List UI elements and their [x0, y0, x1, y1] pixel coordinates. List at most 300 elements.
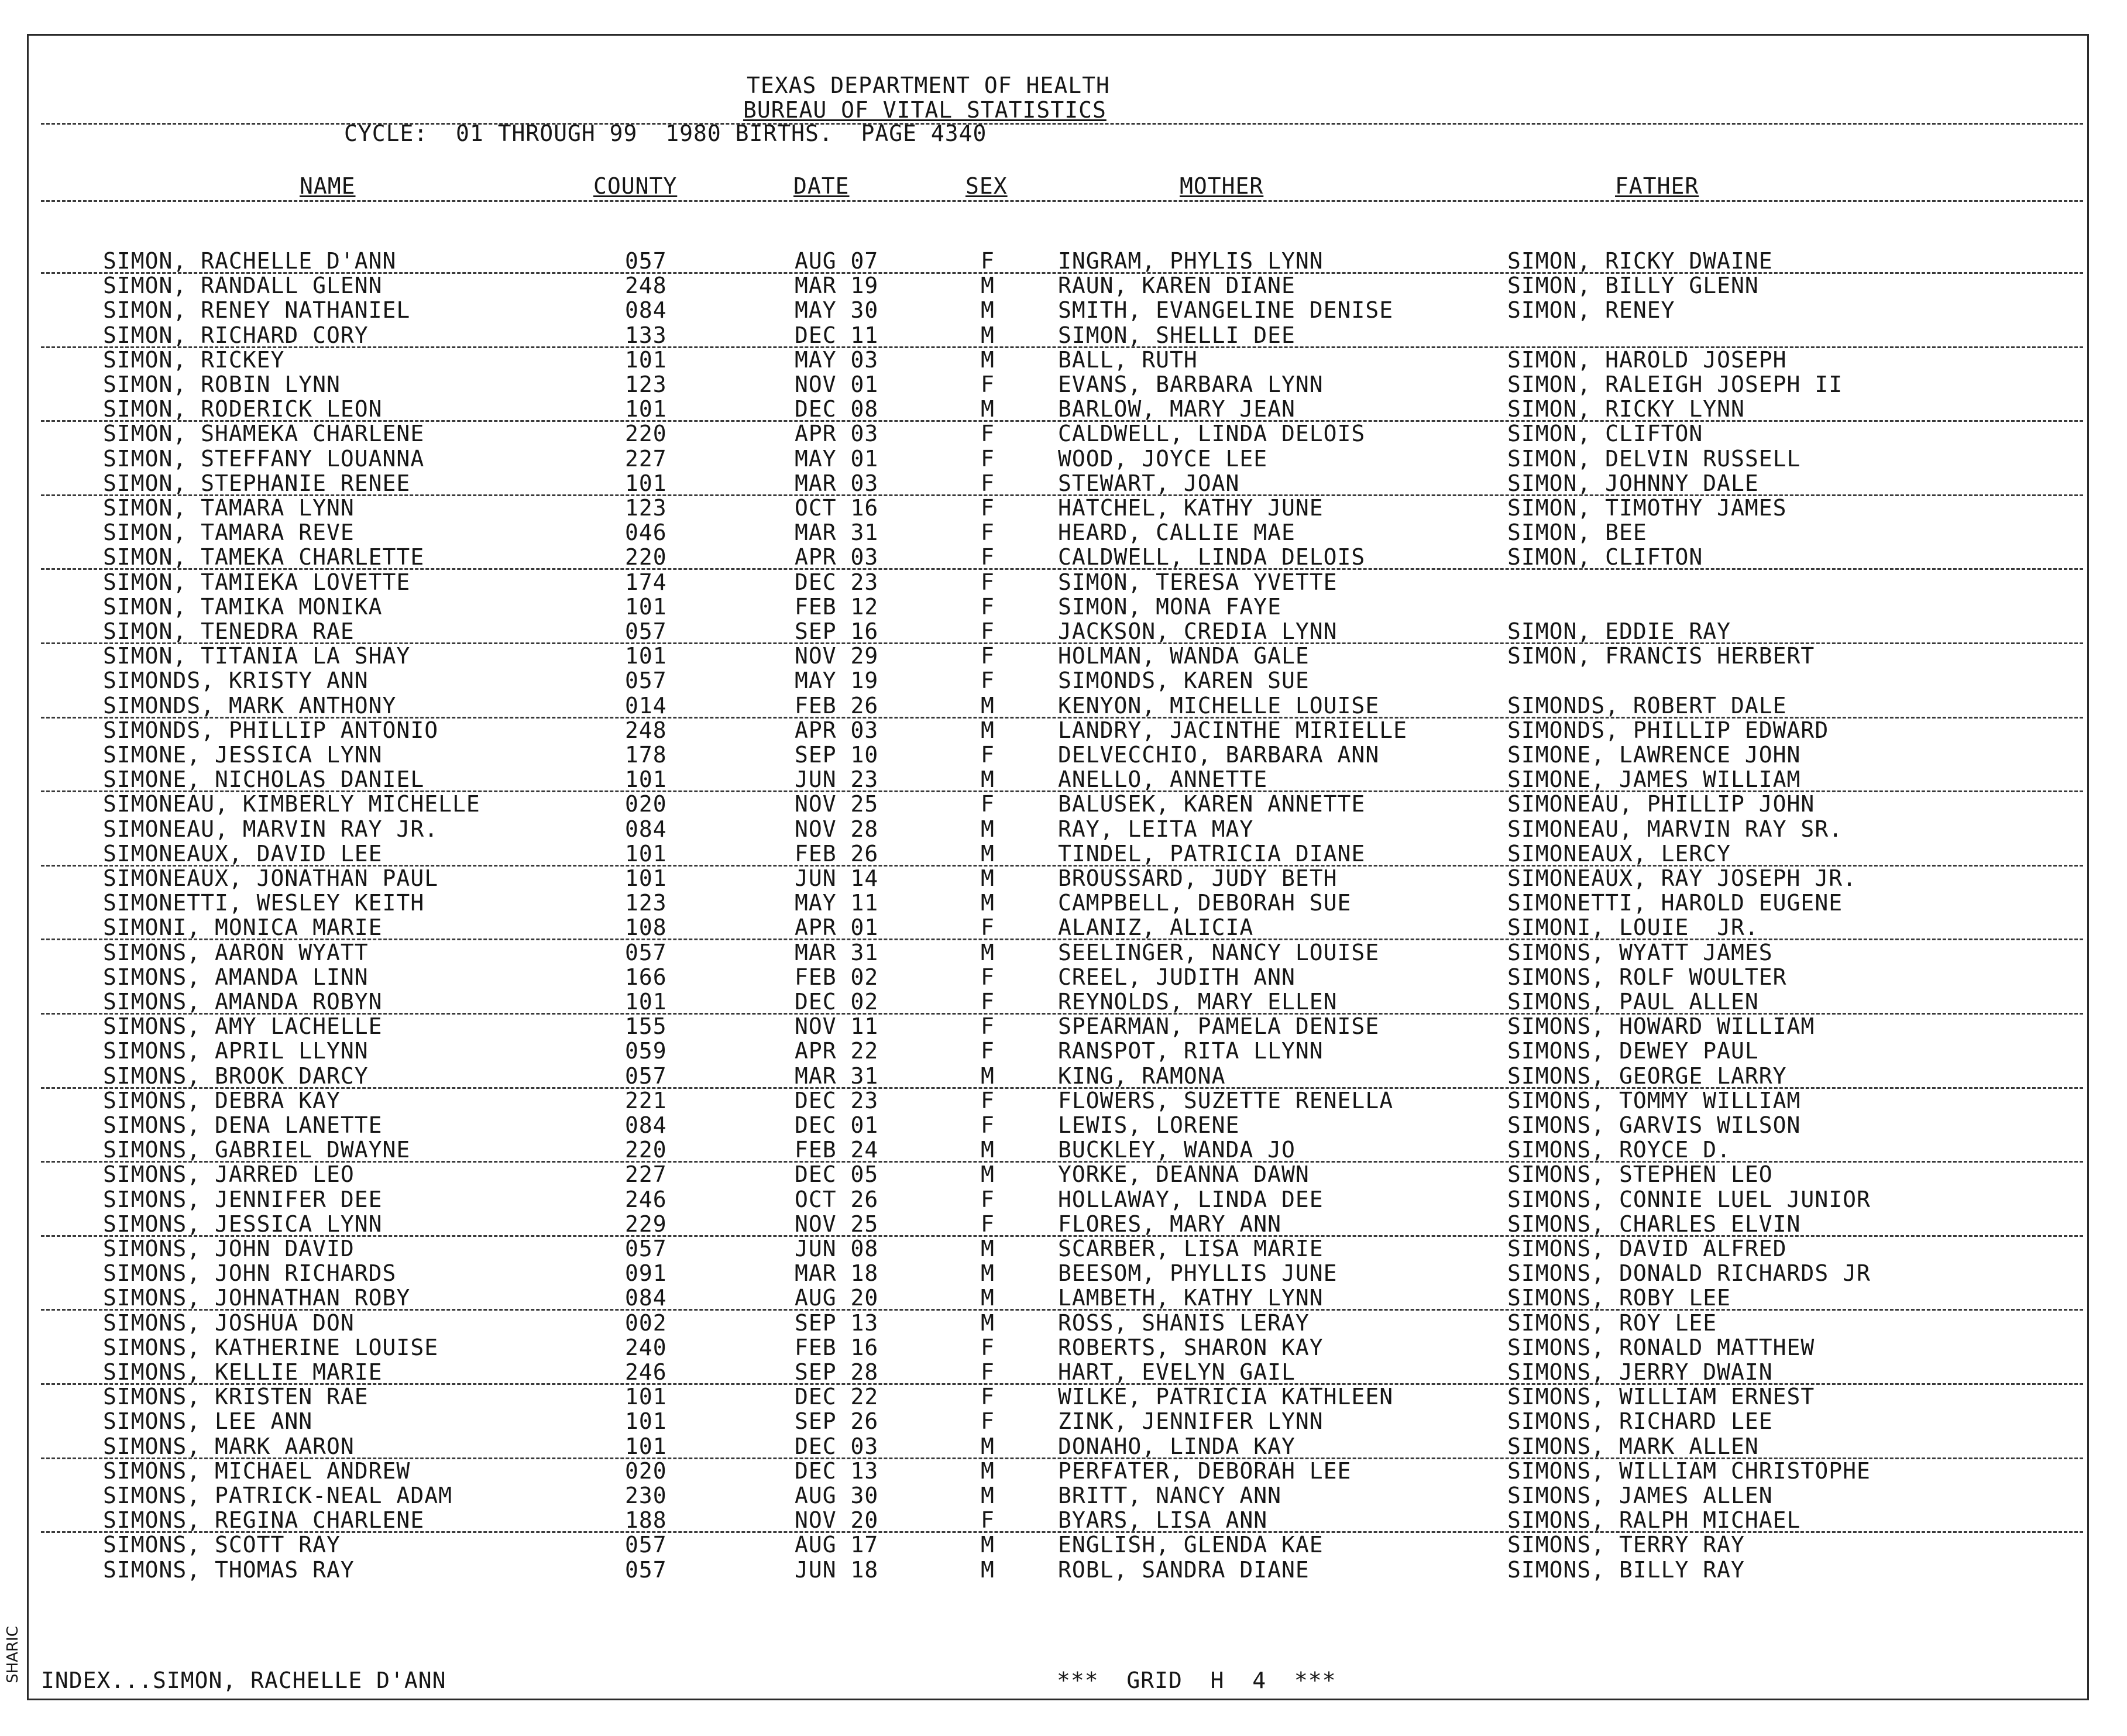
- record-mother: ALANIZ, ALICIA: [1058, 915, 1254, 940]
- record-mother: HOLMAN, WANDA GALE: [1058, 643, 1310, 669]
- record-sex: M: [981, 1434, 995, 1459]
- record-date: MAY 11: [795, 890, 879, 916]
- record-county: 155: [625, 1013, 667, 1039]
- record-date: DEC 23: [795, 1088, 879, 1113]
- record-sex: M: [981, 1483, 995, 1508]
- record-date: MAY 19: [795, 668, 879, 693]
- record-name: SIMONS, DEBRA KAY: [103, 1088, 341, 1113]
- record-date: JUN 23: [795, 766, 879, 792]
- record-date: FEB 02: [795, 964, 879, 990]
- record-date: DEC 13: [795, 1458, 879, 1484]
- record-sex: F: [981, 1335, 995, 1360]
- record-sex: F: [981, 1088, 995, 1113]
- record-county: 108: [625, 915, 667, 940]
- record-date: MAY 01: [795, 446, 879, 472]
- record-name: SIMONS, AMY LACHELLE: [103, 1013, 383, 1039]
- record-father: SIMONE, JAMES WILLIAM: [1507, 766, 1801, 792]
- record-father: SIMON, RENEY: [1507, 297, 1675, 323]
- record-father: SIMON, RICKY LYNN: [1507, 396, 1745, 422]
- record-county: 101: [625, 1384, 667, 1410]
- col-header-father: FATHER: [1615, 173, 1699, 199]
- record-father: SIMONS, PAUL ALLEN: [1507, 989, 1759, 1015]
- col-header-sex: SEX: [965, 173, 1008, 199]
- record-county: 101: [625, 470, 667, 496]
- record-county: 220: [625, 544, 667, 570]
- record-name: SIMON, RODERICK LEON: [103, 396, 383, 422]
- record-sex: F: [981, 1384, 995, 1410]
- record-name: SIMONDS, MARK ANTHONY: [103, 693, 397, 719]
- record-date: SEP 10: [795, 742, 879, 768]
- record-name: SIMONS, PATRICK-NEAL ADAM: [103, 1483, 452, 1508]
- record-county: 057: [625, 1557, 667, 1583]
- record-sex: M: [981, 1532, 995, 1558]
- record-date: SEP 26: [795, 1408, 879, 1434]
- record-county: 084: [625, 1112, 667, 1138]
- record-mother: BALUSEK, KAREN ANNETTE: [1058, 791, 1366, 817]
- record-name: SIMONS, LEE ANN: [103, 1408, 313, 1434]
- record-father: SIMONEAU, MARVIN RAY SR.: [1507, 816, 1843, 842]
- record-father: SIMONS, TERRY RAY: [1507, 1532, 1745, 1558]
- record-sex: F: [981, 791, 995, 817]
- record-father: SIMONS, ROYCE D.: [1507, 1137, 1731, 1163]
- record-name: SIMONS, GABRIEL DWAYNE: [103, 1137, 411, 1163]
- record-father: SIMONS, STEPHEN LEO: [1507, 1161, 1773, 1187]
- record-sex: F: [981, 446, 995, 472]
- record-mother: STEWART, JOAN: [1058, 470, 1240, 496]
- record-county: 057: [625, 1236, 667, 1261]
- record-father: SIMONDS, ROBERT DALE: [1507, 693, 1787, 719]
- record-county: 101: [625, 396, 667, 422]
- record-name: SIMONS, MARK AARON: [103, 1434, 355, 1459]
- record-sex: M: [981, 766, 995, 792]
- record-date: NOV 20: [795, 1507, 879, 1533]
- record-county: 084: [625, 1285, 667, 1311]
- record-name: SIMONS, JOSHUA DON: [103, 1310, 355, 1336]
- record-date: MAR 18: [795, 1260, 879, 1286]
- record-county: 230: [625, 1483, 667, 1508]
- record-date: DEC 08: [795, 396, 879, 422]
- record-father: SIMONS, WILLIAM CHRISTOPHE: [1507, 1458, 1871, 1484]
- record-date: DEC 11: [795, 322, 879, 348]
- record-date: APR 03: [795, 717, 879, 743]
- record-county: 123: [625, 372, 667, 397]
- record-county: 240: [625, 1335, 667, 1360]
- record-mother: JACKSON, CREDIA LYNN: [1058, 618, 1338, 644]
- record-father: SIMONS, CONNIE LUEL JUNIOR: [1507, 1187, 1871, 1212]
- record-date: MAR 31: [795, 520, 879, 545]
- record-name: SIMONS, JOHNATHAN ROBY: [103, 1285, 411, 1311]
- record-mother: FLORES, MARY ANN: [1058, 1211, 1282, 1237]
- record-date: APR 03: [795, 421, 879, 446]
- record-mother: SIMON, TERESA YVETTE: [1058, 569, 1338, 595]
- record-name: SIMON, RANDALL GLENN: [103, 273, 383, 298]
- record-date: MAY 03: [795, 347, 879, 373]
- record-mother: SIMON, SHELLI DEE: [1058, 322, 1296, 348]
- record-county: 246: [625, 1359, 667, 1385]
- record-mother: LANDRY, JACINTHE MIRIELLE: [1058, 717, 1407, 743]
- record-sex: F: [981, 668, 995, 693]
- record-county: 178: [625, 742, 667, 768]
- record-date: JUN 14: [795, 865, 879, 891]
- record-sex: M: [981, 396, 995, 422]
- record-father: SIMONS, JAMES ALLEN: [1507, 1483, 1773, 1508]
- record-county: 101: [625, 347, 667, 373]
- record-name: SIMON, TAMEKA CHARLETTE: [103, 544, 425, 570]
- header-department: TEXAS DEPARTMENT OF HEALTH: [747, 73, 1110, 98]
- record-sex: F: [981, 421, 995, 446]
- record-mother: ROSS, SHANIS LERAY: [1058, 1310, 1310, 1336]
- record-date: JUN 08: [795, 1236, 879, 1261]
- record-sex: F: [981, 372, 995, 397]
- record-sex: F: [981, 1013, 995, 1039]
- record-sex: F: [981, 989, 995, 1015]
- col-header-date: DATE: [793, 173, 850, 199]
- record-father: SIMON, EDDIE RAY: [1507, 618, 1731, 644]
- record-county: 101: [625, 989, 667, 1015]
- record-name: SIMON, TAMIKA MONIKA: [103, 594, 383, 620]
- record-name: SIMON, TAMARA LYNN: [103, 495, 355, 521]
- record-mother: HATCHEL, KATHY JUNE: [1058, 495, 1324, 521]
- record-county: 123: [625, 495, 667, 521]
- record-county: 020: [625, 1458, 667, 1484]
- record-name: SIMON, SHAMEKA CHARLENE: [103, 421, 425, 446]
- record-father: SIMON, JOHNNY DALE: [1507, 470, 1759, 496]
- column-header-rule: [41, 200, 2083, 202]
- record-county: 133: [625, 322, 667, 348]
- record-name: SIMONS, JOHN RICHARDS: [103, 1260, 397, 1286]
- record-sex: F: [981, 643, 995, 669]
- record-name: SIMONS, AMANDA LINN: [103, 964, 369, 990]
- record-date: DEC 01: [795, 1112, 879, 1138]
- record-name: SIMONEAU, KIMBERLY MICHELLE: [103, 791, 480, 817]
- record-county: 059: [625, 1038, 667, 1064]
- record-date: MAY 30: [795, 297, 879, 323]
- record-sex: M: [981, 297, 995, 323]
- record-mother: DELVECCHIO, BARBARA ANN: [1058, 742, 1380, 768]
- record-sex: F: [981, 1038, 995, 1064]
- record-name: SIMON, STEFFANY LOUANNA: [103, 446, 425, 472]
- record-county: 057: [625, 618, 667, 644]
- record-mother: BROUSSARD, JUDY BETH: [1058, 865, 1338, 891]
- record-name: SIMONS, SCOTT RAY: [103, 1532, 341, 1558]
- record-name: SIMONS, REGINA CHARLENE: [103, 1507, 425, 1533]
- record-county: 248: [625, 717, 667, 743]
- record-father: SIMONS, DAVID ALFRED: [1507, 1236, 1787, 1261]
- record-sex: M: [981, 1236, 995, 1261]
- record-date: FEB 26: [795, 693, 879, 719]
- record-father: SIMONS, JERRY DWAIN: [1507, 1359, 1773, 1385]
- record-father: SIMONS, MARK ALLEN: [1507, 1434, 1759, 1459]
- record-father: SIMONS, ROLF WOULTER: [1507, 964, 1787, 990]
- record-sex: M: [981, 940, 995, 965]
- record-name: SIMON, TITANIA LA SHAY: [103, 643, 411, 669]
- record-county: 101: [625, 841, 667, 867]
- record-sex: M: [981, 717, 995, 743]
- record-mother: INGRAM, PHYLIS LYNN: [1058, 248, 1324, 274]
- record-mother: LEWIS, LORENE: [1058, 1112, 1240, 1138]
- record-father: SIMONI, LOUIE JR.: [1507, 915, 1759, 940]
- record-father: SIMONETTI, HAROLD EUGENE: [1507, 890, 1843, 916]
- record-sex: M: [981, 693, 995, 719]
- col-header-mother: MOTHER: [1180, 173, 1264, 199]
- record-county: 227: [625, 1161, 667, 1187]
- record-date: OCT 26: [795, 1187, 879, 1212]
- record-father: SIMONS, DONALD RICHARDS JR: [1507, 1260, 1871, 1286]
- record-date: NOV 25: [795, 1211, 879, 1237]
- record-sex: F: [981, 1112, 995, 1138]
- record-date: SEP 16: [795, 618, 879, 644]
- record-mother: BUCKLEY, WANDA JO: [1058, 1137, 1296, 1163]
- record-name: SIMONEAUX, DAVID LEE: [103, 841, 383, 867]
- record-date: OCT 16: [795, 495, 879, 521]
- record-date: AUG 17: [795, 1532, 879, 1558]
- record-mother: HOLLAWAY, LINDA DEE: [1058, 1187, 1324, 1212]
- record-mother: EVANS, BARBARA LYNN: [1058, 372, 1324, 397]
- record-mother: RAUN, KAREN DIANE: [1058, 273, 1296, 298]
- record-sex: F: [981, 544, 995, 570]
- record-father: SIMON, TIMOTHY JAMES: [1507, 495, 1787, 521]
- record-sex: F: [981, 618, 995, 644]
- record-father: SIMON, CLIFTON: [1507, 421, 1703, 446]
- record-name: SIMONS, APRIL LLYNN: [103, 1038, 369, 1064]
- record-name: SIMON, TENEDRA RAE: [103, 618, 355, 644]
- record-county: 174: [625, 569, 667, 595]
- record-name: SIMONS, KRISTEN RAE: [103, 1384, 369, 1410]
- record-county: 248: [625, 273, 667, 298]
- header-cycle: CYCLE: 01 THROUGH 99 1980 BIRTHS. PAGE 4340: [344, 121, 987, 146]
- record-name: SIMONDS, PHILLIP ANTONIO: [103, 717, 439, 743]
- record-date: SEP 28: [795, 1359, 879, 1385]
- record-sex: F: [981, 520, 995, 545]
- col-header-county: COUNTY: [593, 173, 678, 199]
- record-name: SIMONE, JESSICA LYNN: [103, 742, 383, 768]
- record-sex: M: [981, 1557, 995, 1583]
- record-father: SIMONS, BILLY RAY: [1507, 1557, 1745, 1583]
- record-county: 166: [625, 964, 667, 990]
- record-father: SIMONS, DEWEY PAUL: [1507, 1038, 1759, 1064]
- record-county: 057: [625, 1532, 667, 1558]
- record-county: 091: [625, 1260, 667, 1286]
- record-name: SIMON, TAMARA REVE: [103, 520, 355, 545]
- record-father: SIMON, RICKY DWAINE: [1507, 248, 1773, 274]
- record-mother: CREEL, JUDITH ANN: [1058, 964, 1296, 990]
- record-county: 221: [625, 1088, 667, 1113]
- record-county: 220: [625, 1137, 667, 1163]
- record-county: 057: [625, 1063, 667, 1089]
- record-county: 101: [625, 766, 667, 792]
- record-name: SIMONI, MONICA MARIE: [103, 915, 383, 940]
- record-date: FEB 26: [795, 841, 879, 867]
- record-father: SIMONE, LAWRENCE JOHN: [1507, 742, 1801, 768]
- record-date: DEC 03: [795, 1434, 879, 1459]
- record-county: 020: [625, 791, 667, 817]
- record-date: AUG 07: [795, 248, 879, 274]
- record-name: SIMON, RENEY NATHANIEL: [103, 297, 411, 323]
- record-name: SIMON, TAMIEKA LOVETTE: [103, 569, 411, 595]
- record-father: SIMON, HAROLD JOSEPH: [1507, 347, 1787, 373]
- record-father: SIMONS, GEORGE LARRY: [1507, 1063, 1787, 1089]
- record-sex: F: [981, 1187, 995, 1212]
- record-father: SIMONS, RONALD MATTHEW: [1507, 1335, 1815, 1360]
- record-name: SIMONEAU, MARVIN RAY JR.: [103, 816, 439, 842]
- record-name: SIMONS, AMANDA ROBYN: [103, 989, 383, 1015]
- record-sex: F: [981, 594, 995, 620]
- col-header-name: NAME: [300, 173, 356, 199]
- side-label: SHARIC: [4, 1626, 22, 1683]
- record-sex: F: [981, 569, 995, 595]
- record-sex: M: [981, 890, 995, 916]
- record-sex: M: [981, 1260, 995, 1286]
- record-county: 084: [625, 297, 667, 323]
- record-mother: BEESOM, PHYLLIS JUNE: [1058, 1260, 1338, 1286]
- record-mother: HART, EVELYN GAIL: [1058, 1359, 1296, 1385]
- record-sex: F: [981, 1507, 995, 1533]
- record-sex: M: [981, 1310, 995, 1336]
- record-father: SIMONS, WILLIAM ERNEST: [1507, 1384, 1815, 1410]
- record-date: DEC 22: [795, 1384, 879, 1410]
- record-date: DEC 02: [795, 989, 879, 1015]
- record-county: 046: [625, 520, 667, 545]
- record-county: 084: [625, 816, 667, 842]
- header-bureau: BUREAU OF VITAL STATISTICS: [743, 97, 1107, 123]
- record-date: FEB 24: [795, 1137, 879, 1163]
- record-name: SIMON, RACHELLE D'ANN: [103, 248, 397, 274]
- record-name: SIMONETTI, WESLEY KEITH: [103, 890, 425, 916]
- record-date: FEB 12: [795, 594, 879, 620]
- record-mother: WOOD, JOYCE LEE: [1058, 446, 1268, 472]
- record-mother: SIMON, MONA FAYE: [1058, 594, 1282, 620]
- record-name: SIMONS, AARON WYATT: [103, 940, 369, 965]
- record-father: SIMON, BILLY GLENN: [1507, 273, 1759, 298]
- record-date: MAR 31: [795, 940, 879, 965]
- record-father: SIMON, BEE: [1507, 520, 1647, 545]
- record-mother: RANSPOT, RITA LLYNN: [1058, 1038, 1324, 1064]
- record-sex: F: [981, 742, 995, 768]
- record-mother: RAY, LEITA MAY: [1058, 816, 1254, 842]
- record-name: SIMONS, JARRED LEO: [103, 1161, 355, 1187]
- record-sex: F: [981, 1408, 995, 1434]
- record-sex: M: [981, 841, 995, 867]
- record-father: SIMONS, HOWARD WILLIAM: [1507, 1013, 1815, 1039]
- record-county: 123: [625, 890, 667, 916]
- record-father: SIMONS, WYATT JAMES: [1507, 940, 1773, 965]
- record-name: SIMON, ROBIN LYNN: [103, 372, 341, 397]
- record-mother: SCARBER, LISA MARIE: [1058, 1236, 1324, 1261]
- record-mother: ENGLISH, GLENDA KAE: [1058, 1532, 1324, 1558]
- record-mother: ROBERTS, SHARON KAY: [1058, 1335, 1324, 1360]
- record-date: SEP 13: [795, 1310, 879, 1336]
- record-mother: DONAHO, LINDA KAY: [1058, 1434, 1296, 1459]
- record-sex: F: [981, 1359, 995, 1385]
- record-mother: SEELINGER, NANCY LOUISE: [1058, 940, 1380, 965]
- footer-index: INDEX...SIMON, RACHELLE D'ANN: [41, 1668, 446, 1693]
- record-name: SIMONS, JESSICA LYNN: [103, 1211, 383, 1237]
- record-county: 057: [625, 248, 667, 274]
- record-mother: ANELLO, ANNETTE: [1058, 766, 1268, 792]
- record-county: 101: [625, 1408, 667, 1434]
- record-name: SIMONS, THOMAS RAY: [103, 1557, 355, 1583]
- record-county: 057: [625, 940, 667, 965]
- record-mother: LAMBETH, KATHY LYNN: [1058, 1285, 1324, 1311]
- record-father: SIMONS, ROY LEE: [1507, 1310, 1717, 1336]
- record-date: APR 03: [795, 544, 879, 570]
- record-name: SIMONS, DENA LANETTE: [103, 1112, 383, 1138]
- record-sex: M: [981, 865, 995, 891]
- record-mother: CALDWELL, LINDA DELOIS: [1058, 421, 1366, 446]
- record-father: SIMONS, RALPH MICHAEL: [1507, 1507, 1801, 1533]
- record-date: DEC 05: [795, 1161, 879, 1187]
- record-sex: F: [981, 915, 995, 940]
- record-sex: M: [981, 273, 995, 298]
- record-name: SIMON, RICKEY: [103, 347, 285, 373]
- record-county: 220: [625, 421, 667, 446]
- record-father: SIMONDS, PHILLIP EDWARD: [1507, 717, 1829, 743]
- record-county: 101: [625, 643, 667, 669]
- record-mother: HEARD, CALLIE MAE: [1058, 520, 1296, 545]
- record-father: SIMON, RALEIGH JOSEPH II: [1507, 372, 1843, 397]
- record-name: SIMONEAUX, JONATHAN PAUL: [103, 865, 439, 891]
- record-name: SIMONS, BROOK DARCY: [103, 1063, 369, 1089]
- record-county: 246: [625, 1187, 667, 1212]
- record-mother: SMITH, EVANGELINE DENISE: [1058, 297, 1394, 323]
- record-name: SIMONE, NICHOLAS DANIEL: [103, 766, 425, 792]
- record-mother: BARLOW, MARY JEAN: [1058, 396, 1296, 422]
- record-county: 101: [625, 865, 667, 891]
- record-date: MAR 19: [795, 273, 879, 298]
- record-mother: KENYON, MICHELLE LOUISE: [1058, 693, 1380, 719]
- record-sex: M: [981, 1285, 995, 1311]
- record-county: 227: [625, 446, 667, 472]
- record-mother: REYNOLDS, MARY ELLEN: [1058, 989, 1338, 1015]
- record-sex: F: [981, 470, 995, 496]
- record-county: 002: [625, 1310, 667, 1336]
- record-father: SIMONS, GARVIS WILSON: [1507, 1112, 1801, 1138]
- record-mother: PERFATER, DEBORAH LEE: [1058, 1458, 1352, 1484]
- record-name: SIMONDS, KRISTY ANN: [103, 668, 369, 693]
- record-county: 101: [625, 1434, 667, 1459]
- record-date: DEC 23: [795, 569, 879, 595]
- record-mother: FLOWERS, SUZETTE RENELLA: [1058, 1088, 1394, 1113]
- record-father: SIMONS, ROBY LEE: [1507, 1285, 1731, 1311]
- record-father: SIMONS, RICHARD LEE: [1507, 1408, 1773, 1434]
- record-sex: M: [981, 347, 995, 373]
- record-date: JUN 18: [795, 1557, 879, 1583]
- record-mother: ROBL, SANDRA DIANE: [1058, 1557, 1310, 1583]
- record-name: SIMONS, JOHN DAVID: [103, 1236, 355, 1261]
- record-mother: SIMONDS, KAREN SUE: [1058, 668, 1310, 693]
- record-county: 101: [625, 594, 667, 620]
- record-father: SIMONEAUX, RAY JOSEPH JR.: [1507, 865, 1857, 891]
- record-county: 057: [625, 668, 667, 693]
- record-sex: F: [981, 1211, 995, 1237]
- record-date: APR 22: [795, 1038, 879, 1064]
- record-sex: F: [981, 964, 995, 990]
- record-date: NOV 01: [795, 372, 879, 397]
- record-father: SIMON, FRANCIS HERBERT: [1507, 643, 1815, 669]
- record-mother: ZINK, JENNIFER LYNN: [1058, 1408, 1324, 1434]
- record-date: NOV 11: [795, 1013, 879, 1039]
- record-sex: M: [981, 1063, 995, 1089]
- record-father: SIMONS, TOMMY WILLIAM: [1507, 1088, 1801, 1113]
- record-name: SIMONS, KELLIE MARIE: [103, 1359, 383, 1385]
- record-sex: M: [981, 322, 995, 348]
- record-father: SIMONEAU, PHILLIP JOHN: [1507, 791, 1815, 817]
- record-county: 229: [625, 1211, 667, 1237]
- record-date: AUG 20: [795, 1285, 879, 1311]
- record-sex: M: [981, 1137, 995, 1163]
- record-father: SIMONEAUX, LERCY: [1507, 841, 1731, 867]
- record-mother: BRITT, NANCY ANN: [1058, 1483, 1282, 1508]
